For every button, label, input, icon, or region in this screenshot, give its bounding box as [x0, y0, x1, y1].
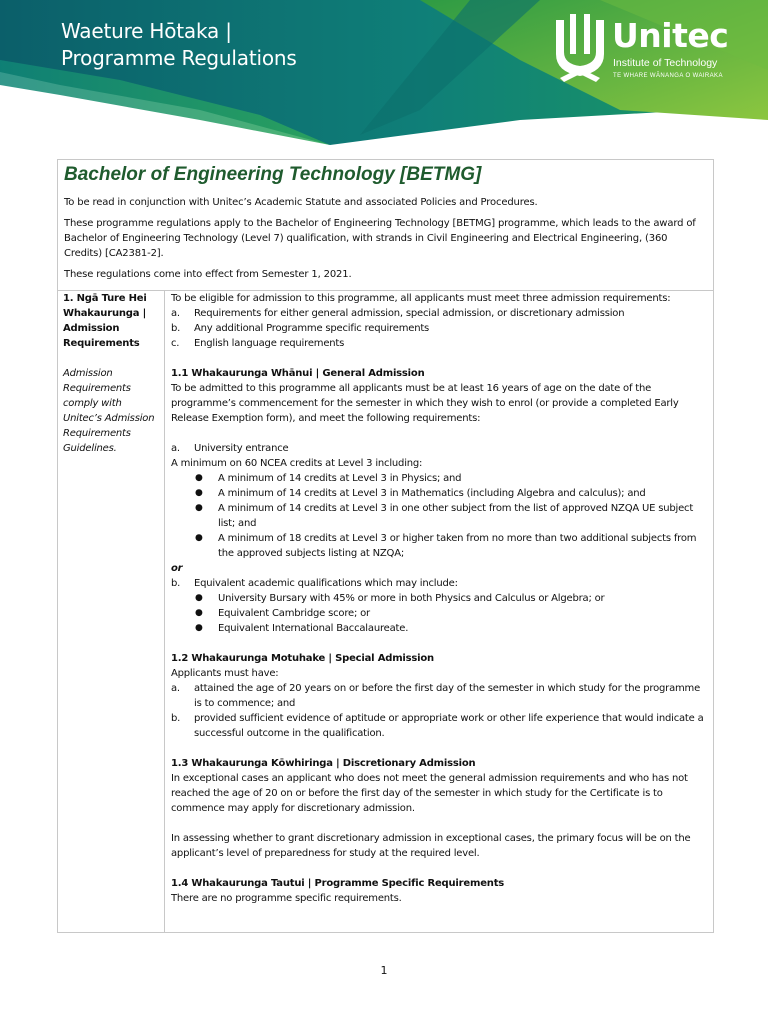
discretionary-admission-text: In assessing whether to grant discretionary admission in exceptional cases, the primary focus will be on the applicant’s level of preparedness for study at the required level.	[171, 833, 691, 859]
bullet-icon: ●	[195, 623, 203, 633]
header-title-line1: Waeture Hōtaka |	[61, 19, 232, 43]
bullet-icon: ●	[195, 488, 203, 498]
discretionary-admission-heading: 1.3 Whakaurunga Kōwhiringa | Discretionary Admission	[171, 758, 476, 769]
bullet-icon: ●	[195, 608, 203, 618]
admission-lead: To be eligible for admission to this programme, all applicants must meet three admission requirements:	[171, 293, 671, 304]
ncea-requirement: A minimum on 60 NCEA credits at Level 3 including:	[171, 458, 423, 469]
unitec-emblem-icon	[552, 14, 608, 84]
section-note: Admission Requirements comply with Unitec’s Admission Requirements Guidelines.	[63, 368, 155, 454]
list-item: b. Equivalent academic qualifications which may include:	[171, 578, 458, 589]
section-label-cell	[58, 291, 165, 932]
header-title-line2: Programme Regulations	[61, 46, 297, 70]
list-item: ● Equivalent Cambridge score; or	[195, 608, 370, 619]
list-item: c. English language requirements	[171, 338, 345, 349]
list-item: b. Any additional Programme specific requirements	[171, 323, 430, 334]
intro-cell	[58, 160, 713, 291]
general-admission-text: To be admitted to this programme all applicants must be at least 16 years of age on the date of the programme’s commencement for the semester in which they wish to enrol (or provide a completed Early Release Exemption form), and meet the following requirements:	[171, 383, 679, 424]
bullet-icon: ●	[195, 473, 203, 483]
list-item: a. attained the age of 20 years on or before the first day of the semester in which study for the programme is to commence; and	[171, 683, 701, 709]
or-connector: or	[171, 563, 183, 574]
header-title	[61, 18, 297, 72]
list-item: ● A minimum of 14 credits at Level 3 in Mathematics (including Algebra and calculus); and	[195, 488, 646, 499]
section-heading: 1. Ngā Ture Hei Whakaurunga | Admission Requirements	[63, 293, 147, 349]
general-admission-heading: 1.1 Whakaurunga Whānui | General Admission	[171, 368, 425, 379]
list-item: ● A minimum of 18 credits at Level 3 or higher taken from no more than two additional subjects from the approved subjects listing at NZQA;	[195, 533, 697, 559]
bullet-icon: ●	[195, 593, 203, 603]
intro-paragraph: These programme regulations apply to the Bachelor of Engineering Technology [BETMG] programme, which leads to the award of Bachelor of Engineering Technology (Level 7) qualification, with strands in Civil Engineering and Electrical Engineering, (360 Credits) [CA2381-2].	[64, 218, 696, 259]
regulations-table	[57, 159, 714, 933]
document-title: Bachelor of Engineering Technology [BETMG]	[64, 164, 482, 185]
unitec-logo	[552, 14, 742, 86]
list-item: ● Equivalent International Baccalaureate.	[195, 623, 409, 634]
discretionary-admission-text: In exceptional cases an applicant who does not meet the general admission requirements and who has not reached the age of 20 on or before the first day of the semester in which study for the Certificate is to commence may apply for discretionary admission.	[171, 773, 688, 814]
intro-paragraph: To be read in conjunction with Unitec’s Academic Statute and associated Policies and Procedures.	[64, 197, 538, 208]
list-item: ● A minimum of 14 credits at Level 3 in one other subject from the list of approved NZQA UE subject list; and	[195, 503, 694, 529]
special-admission-text: Applicants must have:	[171, 668, 279, 679]
special-admission-heading: 1.2 Whakaurunga Motuhake | Special Admission	[171, 653, 434, 664]
logo-wordmark: Unitec	[612, 16, 729, 55]
programme-specific-text: There are no programme specific requirements.	[171, 893, 402, 904]
list-item: b. provided sufficient evidence of aptitude or appropriate work or other life experience that would indicate a successful outcome in the qualification.	[171, 713, 704, 739]
page-number: 1	[380, 964, 388, 977]
section-content-cell	[165, 291, 713, 932]
list-item: ● University Bursary with 45% or more in both Physics and Calculus or Algebra; or	[195, 593, 605, 604]
bullet-icon: ●	[195, 533, 203, 543]
intro-paragraph: These regulations come into effect from Semester 1, 2021.	[64, 269, 352, 280]
list-item: a. Requirements for either general admission, special admission, or discretionary admission	[171, 308, 625, 319]
bullet-icon: ●	[195, 503, 203, 513]
logo-maori-name: TE WHARE WĀNANGA O WAIRAKA	[613, 73, 723, 79]
list-item: a. University entrance	[171, 443, 289, 454]
logo-subtitle: Institute of Technology	[613, 57, 718, 69]
list-item: ● A minimum of 14 credits at Level 3 in Physics; and	[195, 473, 462, 484]
programme-specific-heading: 1.4 Whakaurunga Tautui | Programme Specific Requirements	[171, 878, 505, 889]
